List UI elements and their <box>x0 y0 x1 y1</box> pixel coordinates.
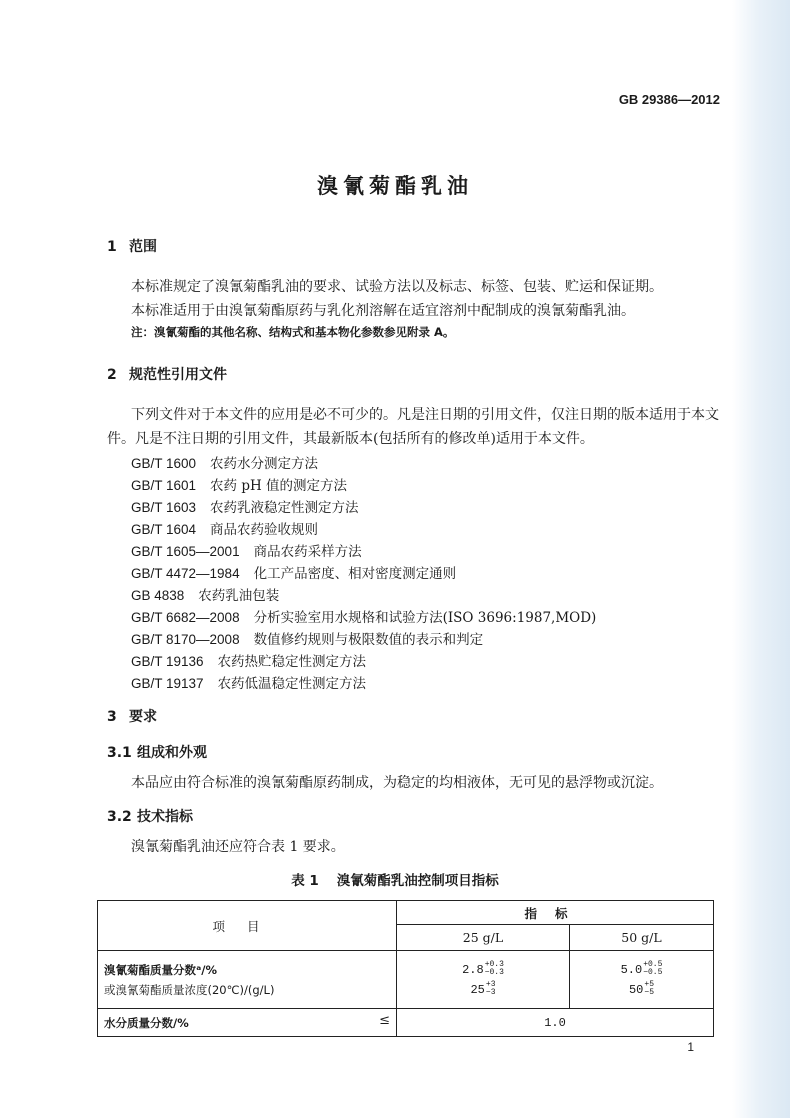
value-mass-fraction-50 <box>576 960 707 980</box>
tolerance-lower: −5 <box>644 988 654 998</box>
reference-title: 农药热贮稳定性测定方法 <box>217 654 367 670</box>
reference-title: 化工产品密度、相对密度测定通则 <box>253 566 457 582</box>
header-indicator: 指标 <box>397 901 714 925</box>
section-number: 3.2 <box>107 809 132 825</box>
tolerance <box>644 981 654 997</box>
reference-code: GB/T 8170—2008 <box>131 632 240 647</box>
section-1-heading <box>107 236 157 256</box>
reference-code: GB/T 6682—2008 <box>131 610 240 625</box>
section-number: 2 <box>107 367 117 383</box>
value-mass-concentration-50 <box>576 980 707 1000</box>
value-water <box>397 1009 714 1037</box>
reference-title: 农药水分测定方法 <box>210 456 319 472</box>
water-value: 1.0 <box>544 1015 566 1030</box>
table-cell-25gL <box>397 951 570 1009</box>
reference-code: GB/T 4472—1984 <box>131 566 240 581</box>
row-label-water: 水分质量分数/% <box>104 1015 189 1030</box>
reference-item <box>131 540 362 560</box>
reference-title: 农药 pH 值的测定方法 <box>210 478 348 494</box>
tolerance-lower: −0.3 <box>484 968 504 978</box>
table-title: 溴氰菊酯乳油控制项目指标 <box>336 873 499 889</box>
tolerance <box>485 961 504 977</box>
section-number: 1 <box>107 239 117 255</box>
reference-title: 商品农药验收规则 <box>210 522 319 538</box>
tolerance-lower: −3 <box>485 988 496 998</box>
header-25gL: 25 g/L <box>397 925 570 951</box>
tolerance-upper: +5 <box>644 980 654 990</box>
section-3-1-heading <box>107 742 207 762</box>
header-item: 项目 <box>98 901 397 951</box>
value-main: 50 <box>628 982 644 997</box>
reference-title: 数值修约规则与极限数值的表示和判定 <box>253 632 484 648</box>
reference-code: GB 4838 <box>131 588 185 603</box>
section-title: 范围 <box>129 239 157 255</box>
section-number: 3 <box>107 709 117 725</box>
reference-title: 商品农药采样方法 <box>253 544 362 560</box>
standard-number: GB 29386—2012 <box>618 92 720 107</box>
reference-item <box>131 562 456 582</box>
scope-note: 注：溴氰菊酯的其他名称、结构式和基本物化参数参见附录 A。 <box>131 325 455 339</box>
tolerance-upper: +0.5 <box>643 960 663 970</box>
section-title: 规范性引用文件 <box>129 367 227 383</box>
value-main: 5.0 <box>620 962 643 977</box>
reference-title: 农药乳液稳定性测定方法 <box>210 500 359 516</box>
specification-table <box>97 900 714 1037</box>
value-main: 2.8 <box>462 962 484 977</box>
reference-code: GB/T 19137 <box>131 676 204 691</box>
section-title: 技术指标 <box>137 809 193 825</box>
reference-code: GB/T 1604 <box>131 522 197 537</box>
reference-item <box>131 650 366 670</box>
scope-paragraph-1: 本标准规定了溴氰菊酯乳油的要求、试验方法以及标志、标签、包装、贮运和保证期。 <box>131 279 663 295</box>
scope-paragraph-2: 本标准适用于由溴氰菊酯原药与乳化剂溶解在适宜溶剂中配制成的溴氰菊酯乳油。 <box>131 303 635 319</box>
value-main: 25 <box>470 982 485 997</box>
document-title: 溴氰菊酯乳油 <box>317 173 473 198</box>
reference-item <box>131 452 318 472</box>
section-number: 3.1 <box>107 745 132 761</box>
tolerance <box>643 961 662 977</box>
section-3-2-heading <box>107 806 193 826</box>
value-mass-fraction-25 <box>403 960 563 980</box>
reference-item <box>131 474 347 494</box>
table-row-label <box>98 951 397 1009</box>
table-caption <box>0 869 790 889</box>
tolerance-lower: −0.5 <box>643 968 663 978</box>
page-number: 1 <box>687 1040 694 1054</box>
reference-item <box>131 584 279 604</box>
tolerance-upper: +3 <box>485 980 496 990</box>
section-title: 组成和外观 <box>137 745 207 761</box>
less-equal-symbol: ≤ <box>379 1012 390 1028</box>
reference-item <box>131 518 318 538</box>
reference-title: 农药低温稳定性测定方法 <box>217 676 367 692</box>
reference-code: GB/T 1603 <box>131 500 197 515</box>
reference-code: GB/T 1600 <box>131 456 197 471</box>
composition-text: 本品应由符合标准的溴氰菊酯原药制成，为稳定的均相液体，无可见的悬浮物或沉淀。 <box>131 775 663 791</box>
technical-index-text: 溴氰菊酯乳油还应符合表 1 要求。 <box>131 839 345 855</box>
references-intro-line-2: 件。凡是不注日期的引用文件，其最新版本(包括所有的修改单)适用于本文件。 <box>107 431 594 447</box>
reference-code: GB/T 19136 <box>131 654 204 669</box>
section-3-heading <box>107 706 157 726</box>
reference-code: GB/T 1605—2001 <box>131 544 240 559</box>
tolerance-upper: +0.3 <box>484 960 504 970</box>
reference-title: 分析实验室用水规格和试验方法(ISO 3696:1987,MOD) <box>253 610 597 626</box>
tolerance <box>486 981 496 997</box>
header-50gL: 50 g/L <box>570 925 714 951</box>
reference-item <box>131 672 366 692</box>
section-2-heading <box>107 364 227 384</box>
reference-code: GB/T 1601 <box>131 478 197 493</box>
table-cell-50gL <box>570 951 714 1009</box>
reference-item <box>131 606 596 626</box>
section-title: 要求 <box>129 709 157 725</box>
references-intro-line-1: 下列文件对于本文件的应用是必不可少的。凡是注日期的引用文件，仅注日期的版本适用于本文 <box>131 407 719 423</box>
scan-edge-shading <box>732 0 790 1118</box>
reference-title: 农药乳油包装 <box>198 588 280 604</box>
table-number: 表 1 <box>291 873 319 889</box>
reference-item <box>131 496 359 516</box>
table-row-label <box>98 1009 397 1037</box>
reference-item <box>131 628 483 648</box>
value-mass-concentration-25 <box>403 980 563 1000</box>
row-label-mass-concentration: 或溴氰菊酯质量浓度(20℃)/(g/L) <box>104 982 275 997</box>
row-label-mass-fraction: 溴氰菊酯质量分数ᵃ/% <box>104 962 217 977</box>
